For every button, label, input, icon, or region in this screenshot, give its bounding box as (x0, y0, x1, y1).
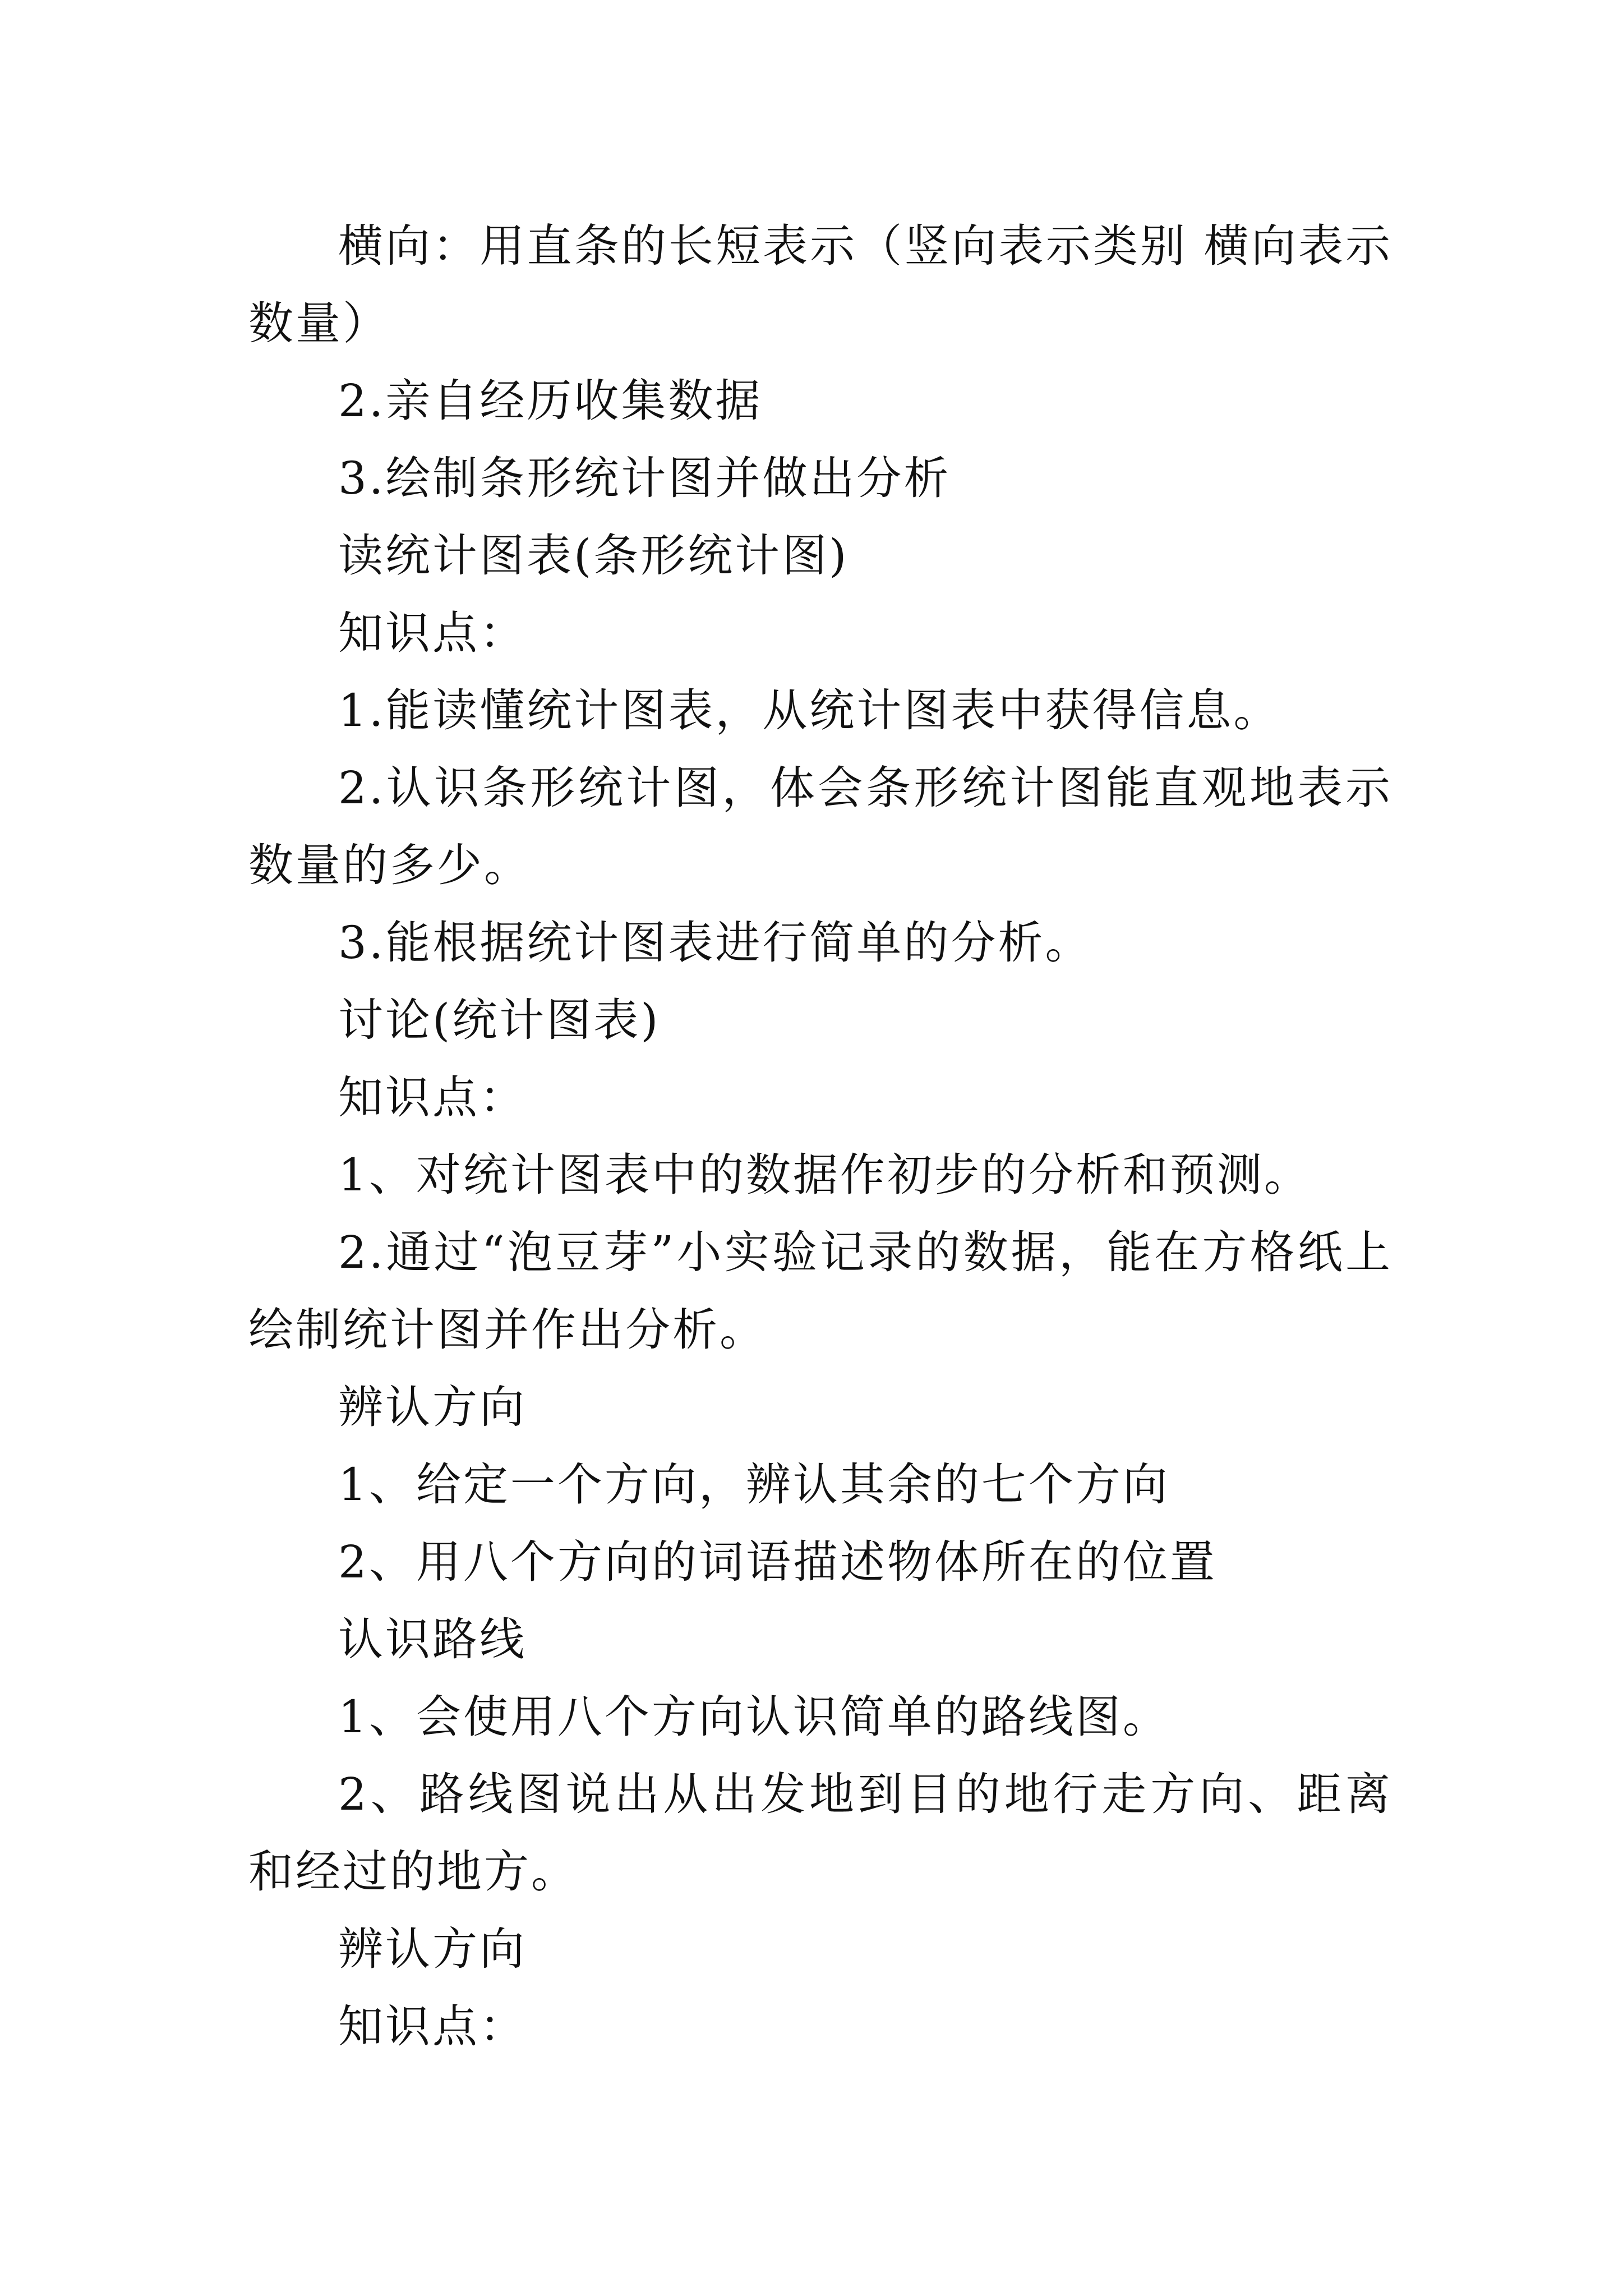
paragraph-route-map: 1、会使用八个方向认识简单的路线图。 (338, 1691, 1170, 1743)
section-heading-read-charts: 读统计图表(条形统计图) (338, 530, 849, 582)
paragraph-understand-bar-chart: 2.认识条形统计图，体会条形统计图能直观地表示数量的多少。 (248, 762, 1393, 891)
knowledge-points-label: 知识点： (338, 1071, 527, 1124)
paragraph-analysis-prediction: 1、对统计图表中的数据作初步的分析和预测。 (338, 1149, 1311, 1201)
section-heading-identify-directions: 辨认方向 (338, 1381, 527, 1433)
paragraph-read-charts-info: 1.能读懂统计图表，从统计图表中获得信息。 (338, 684, 1281, 737)
paragraph-route-description: 2、路线图说出从出发地到目的地行走方向、距离和经过的地方。 (248, 1768, 1393, 1898)
section-heading-recognize-routes: 认识路线 (338, 1613, 527, 1665)
knowledge-points-label: 知识点： (338, 607, 527, 659)
paragraph-horizontal-bar-description: 横向：用直条的长短表示（竖向表示类别 横向表示数量） (248, 220, 1393, 349)
paragraph-describe-position: 2、用八个方向的词语描述物体所在的位置 (338, 1536, 1217, 1588)
knowledge-points-label: 知识点： (338, 2000, 527, 2053)
section-heading-identify-directions-2: 辨认方向 (338, 1923, 527, 1975)
paragraph-bean-sprout-experiment: 2.通过“泡豆芽”小实验记录的数据，能在方格纸上绘制统计图并作出分析。 (248, 1226, 1393, 1356)
section-heading-discussion: 讨论(统计图表) (338, 994, 661, 1046)
paragraph-draw-bar-chart: 3.绘制条形统计图并做出分析 (338, 452, 951, 504)
paragraph-simple-analysis: 3.能根据统计图表进行简单的分析。 (338, 917, 1092, 969)
paragraph-collect-data: 2.亲自经历收集数据 (338, 375, 763, 427)
document-body (248, 208, 1393, 2065)
paragraph-seven-directions: 1、给定一个方向，辨认其余的七个方向 (338, 1458, 1170, 1511)
